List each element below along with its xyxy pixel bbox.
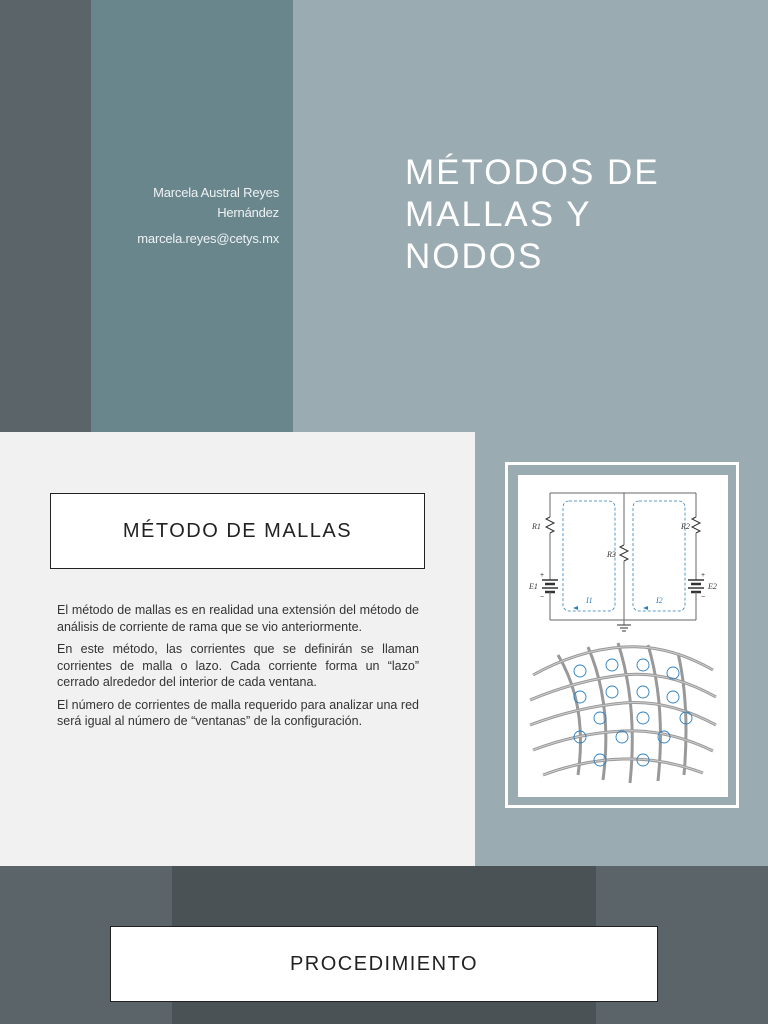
mesh-current-circle (616, 731, 628, 743)
mesh-current-circle (606, 686, 618, 698)
polarity-minus-e2: − (701, 594, 706, 601)
mesh-method-slide (0, 432, 768, 866)
title-line-2: MALLAS Y (405, 195, 592, 234)
figure-image (518, 475, 728, 797)
mesh-current-circle (606, 659, 618, 671)
mesh-current-circle (637, 659, 649, 671)
procedure-heading: PROCEDIMIENTO (289, 952, 479, 975)
title-line-3: NODOS (405, 237, 544, 276)
mesh-current-circle (574, 665, 586, 677)
title-slide (0, 0, 768, 432)
mesh-loop-i2 (633, 501, 685, 611)
mesh-arrow-i1 (573, 606, 578, 610)
left-dark-band (0, 0, 91, 432)
mesh-method-heading: MÉTODO DE MALLAS (122, 519, 353, 542)
mesh-current-circle (637, 712, 649, 724)
mesh-current-circle (667, 667, 679, 679)
mesh-figure (518, 475, 728, 797)
mesh-method-body (57, 602, 419, 736)
figure-frame (505, 462, 739, 808)
label-e2: E2 (708, 582, 717, 591)
figure-panel (475, 432, 768, 866)
author-line-2: Hernández (217, 205, 279, 220)
author-name (99, 183, 279, 223)
label-e1: E1 (529, 582, 538, 591)
polarity-plus-e2: + (701, 572, 706, 579)
label-i2: I2 (656, 596, 663, 605)
polarity-minus-e1: − (540, 594, 545, 601)
presentation-title (405, 152, 725, 278)
mesh-arrow-i2 (643, 606, 648, 610)
label-r2: R2 (681, 522, 690, 531)
mesh-current-circle (637, 686, 649, 698)
title-line-1: MÉTODOS DE (405, 153, 660, 192)
paragraph-1: El método de mallas es en realidad una extensión del método de análisis de corriente de rama que se vio anteriormente. (57, 603, 419, 634)
resistor-r1-symbol (546, 517, 554, 533)
resistor-r2-symbol (692, 517, 700, 533)
label-i1: I1 (586, 596, 593, 605)
label-r3: R3 (607, 550, 616, 559)
paragraph-2: En este método, las corrientes que se definirán se llaman corrientes de malla o lazo. Cada corriente forma un “lazo” cerrado alrededor del interior de cada ventana. (57, 642, 419, 689)
procedure-slide (0, 866, 768, 1024)
mesh-current-circle (667, 691, 679, 703)
author-line-1: Marcela Austral Reyes (153, 185, 279, 200)
author-email: marcela.reyes@cetys.mx (137, 231, 279, 246)
circuit-diagram (528, 493, 717, 631)
fishnet-mesh-illustration (530, 643, 716, 783)
paragraph-3: El número de corrientes de malla requerido para analizar una red será igual al número de “ventanas” de la configuración. (57, 697, 419, 728)
procedure-heading-box (110, 926, 658, 1002)
label-r1: R1 (532, 522, 541, 531)
polarity-plus-e1: + (540, 572, 545, 579)
mesh-method-heading-box (50, 493, 425, 569)
resistor-r3-symbol (620, 545, 628, 561)
teal-band (91, 0, 293, 432)
